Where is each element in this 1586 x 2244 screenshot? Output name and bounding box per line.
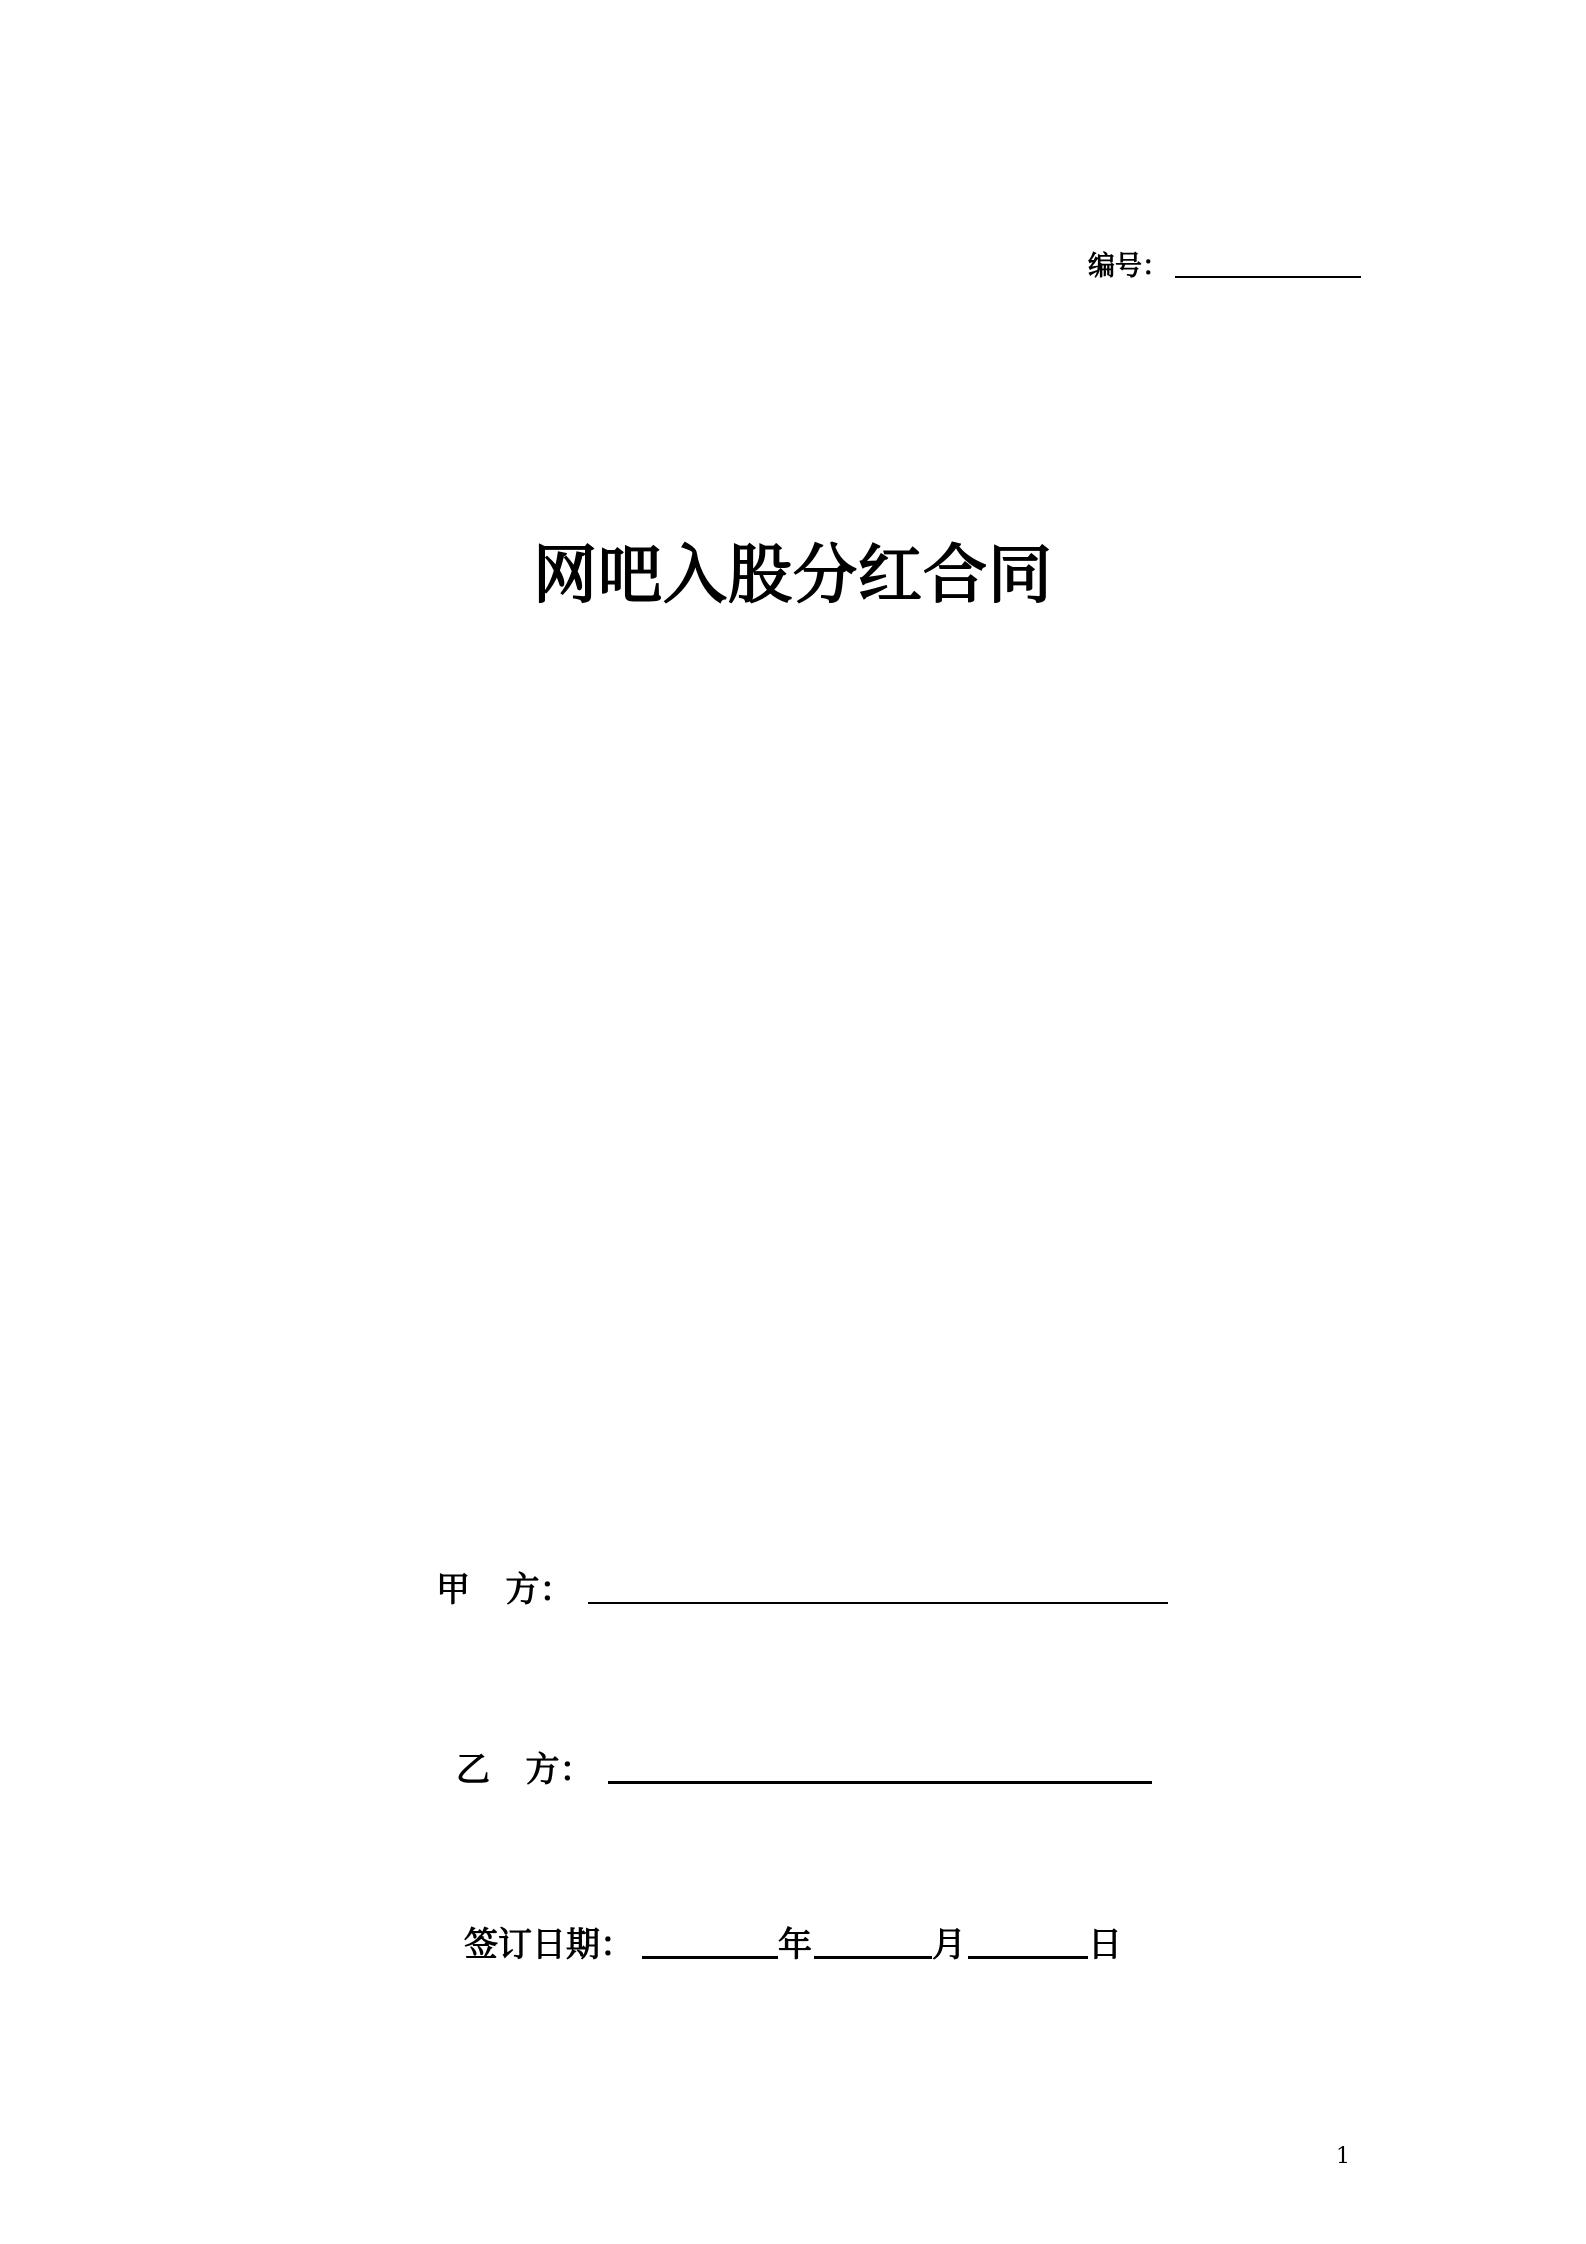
contract-number-label: 编号：	[1088, 251, 1169, 282]
contract-number-field	[1088, 246, 1361, 282]
page-number: 1	[1336, 2144, 1350, 2169]
year-blank[interactable]	[642, 1956, 778, 1959]
signing-date-field	[464, 1915, 1122, 1965]
year-label: 年	[778, 1925, 812, 1965]
signing-date-label: 签订日期：	[464, 1925, 634, 1965]
month-label: 月	[932, 1925, 966, 1965]
party-a-field	[436, 1560, 1168, 1610]
document-title: 网吧入股分红合同	[533, 539, 1053, 613]
contract-number-blank[interactable]	[1175, 276, 1361, 278]
day-blank[interactable]	[968, 1956, 1088, 1959]
day-label: 日	[1088, 1925, 1122, 1965]
party-a-blank[interactable]	[588, 1602, 1168, 1604]
month-blank[interactable]	[814, 1956, 932, 1959]
party-b-blank[interactable]	[608, 1781, 1152, 1784]
party-b-field	[456, 1740, 1152, 1790]
party-a-label: 甲 方：	[436, 1570, 574, 1610]
party-b-label: 乙 方：	[456, 1750, 594, 1790]
